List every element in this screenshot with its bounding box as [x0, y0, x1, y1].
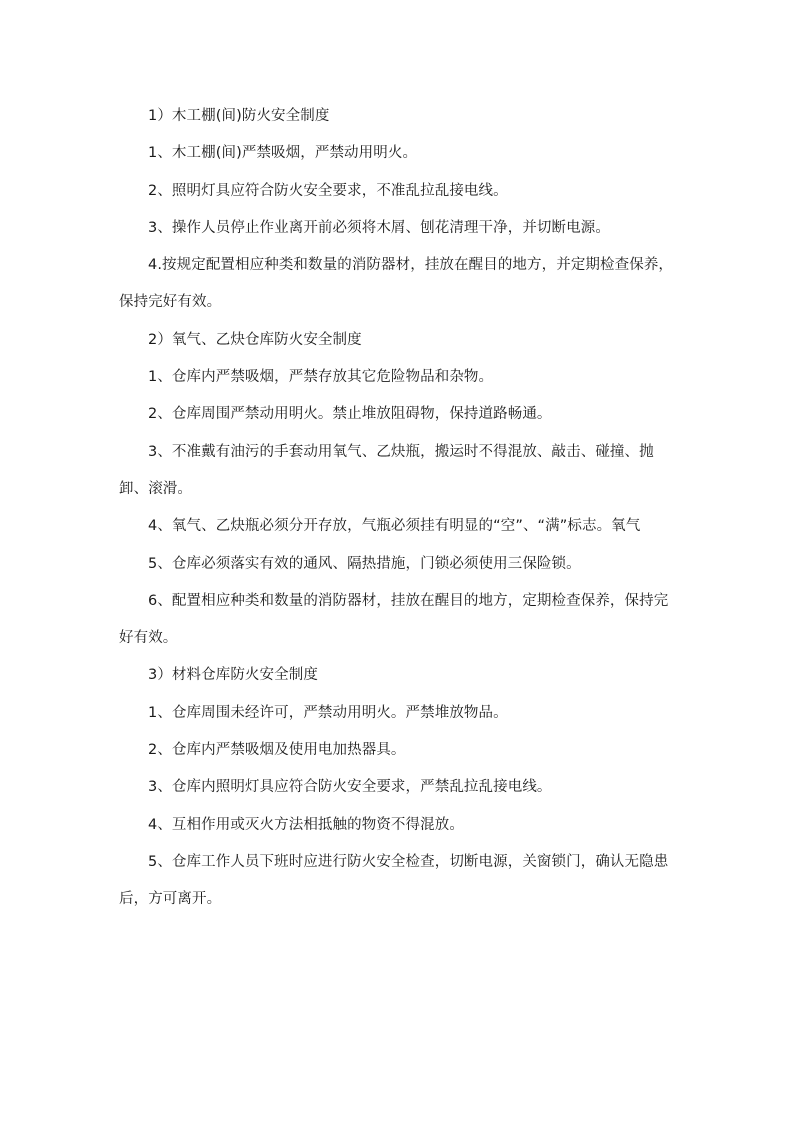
paragraph: 1、木工棚(间)严禁吸烟，严禁动用明火。: [148, 145, 418, 162]
document-body: [119, 98, 677, 919]
paragraph: 6、配置相应种类和数量的消防器材，挂放在醒目的地方，定期检查保养，保持完好有效。: [119, 592, 669, 647]
paragraph: 5、仓库必须落实有效的通风、隔热措施，门锁必须使用三保险锁。: [148, 555, 581, 572]
paragraph: 2、仓库周围严禁动用明火。禁止堆放阻碍物，保持道路畅通。: [148, 406, 552, 423]
paragraph: 3、仓库内照明灯具应符合防火安全要求，严禁乱拉乱接电线。: [148, 779, 552, 796]
paragraph: 4、氧气、乙炔瓶必须分开存放，气瓶必须挂有明显的“空”、“满”标志。氧气: [148, 518, 641, 535]
paragraph: 3、不准戴有油污的手套动用氧气、乙炔瓶，搬运时不得混放、敲击、碰撞、抛卸、滚滑。: [119, 443, 654, 497]
paragraph: 4、互相作用或灭火方法相抵触的物资不得混放。: [148, 816, 464, 833]
paragraph: 1、仓库周围未经许可，严禁动用明火。严禁堆放物品。: [148, 704, 508, 721]
section-heading-woodshop: 1）木工棚(间)防火安全制度: [148, 108, 330, 124]
paragraph: 3、操作人员停止作业离开前必须将木屑、刨花清理干净，并切断电源。: [148, 219, 610, 236]
paragraph: 4.按规定配置相应种类和数量的消防器材，挂放在醒目的地方，并定期检查保养，保持完好有效。: [119, 257, 674, 311]
paragraph: 2、照明灯具应符合防火安全要求，不准乱拉乱接电线。: [148, 182, 508, 199]
section-heading-materials: 3）材料仓库防火安全制度: [148, 667, 318, 684]
paragraph: 2、仓库内严禁吸烟及使用电加热器具。: [148, 742, 406, 759]
paragraph: 5、仓库工作人员下班时应进行防火安全检查，切断电源，关窗锁门，确认无隐患后，方可离开。: [119, 853, 669, 908]
section-heading-oxygen-acetylene: 2）氧气、乙炔仓库防火安全制度: [148, 331, 362, 348]
paragraph: 1、仓库内严禁吸烟，严禁存放其它危险物品和杂物。: [148, 369, 494, 386]
